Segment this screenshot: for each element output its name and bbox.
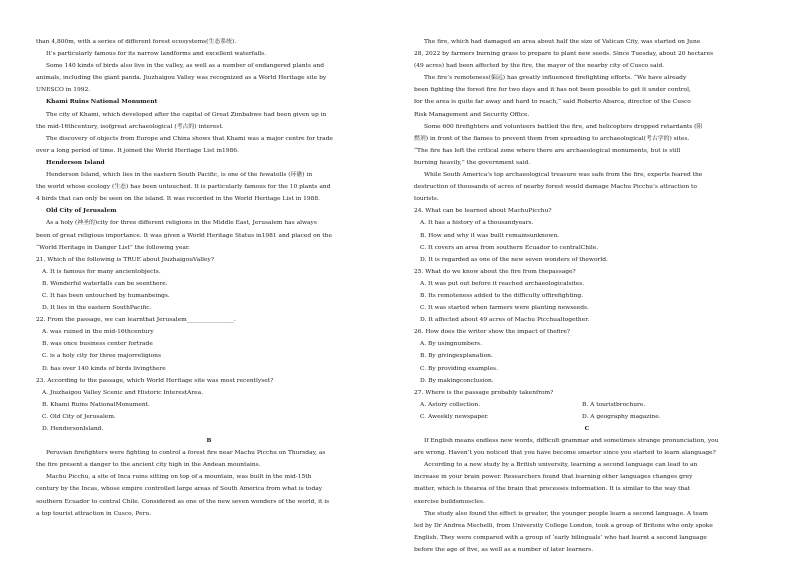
text-line: “The fire has left the critical zone where there are archaeological monuments, but is still (414, 147, 681, 154)
question-21: 21. Which of the following is TRUE about JiuzhaigouValley? (36, 256, 215, 263)
text-line: UNESCO in 1992. (36, 87, 91, 94)
text-line: are wrong. Haven’t you noticed that you have become smarter since you started to learn alanguage? (414, 450, 716, 457)
option: B. Its remoteness added to the difficulty offirefighting. (420, 292, 584, 299)
option: B. How and why it was built remainsunknown. (420, 232, 560, 239)
text-line: over a long period of time. It joined the World Heritage List in1986. (36, 147, 239, 154)
text-line: the mid-16thcentury, isofgreat archaeological (考古的) interest. (36, 123, 224, 130)
text-line: Risk Management and Security Office. (414, 111, 530, 118)
option: B. Wonderful waterfalls can be seenthere. (42, 280, 168, 287)
text-line: (49 acres) had been affected by the fire, the mayor of the nearby city of Cusco said. (414, 63, 665, 70)
text-line: for the area is quite far away and hard to reach,” said Roberto Abarca, director of the Cusco (414, 99, 691, 106)
question-26: 26. How does the writer show the impact of thefire? (414, 329, 571, 336)
text-line: tourists. (414, 196, 439, 203)
option: D. has over 140 kinds of birds livingthere (42, 365, 166, 372)
text-line: As a holy (神圣的)city for three different religions in the Middle East, Jerusalem has always (46, 220, 317, 227)
text-line: a top tourist attraction in Cusco, Peru. (36, 510, 152, 517)
question-23: 23. According to the passage, which World Heritage site was most recentlyset? (36, 377, 274, 384)
text-line: increase in your brain power. Researchers found that learning other languages changes grey (414, 474, 693, 481)
text-line: been of great religious importance. It was given a World Heritage Status in1981 and placed on the (36, 232, 332, 239)
option: D. It lies in the eastern SouthPacific. (42, 305, 152, 312)
option: A. It was put out before it reached archaeologicalsites. (420, 280, 585, 287)
option: A. By usingnumbers. (420, 341, 482, 348)
text-line: English. They were compared with a group of ‘early bilinguals’ who had learnt a second language (414, 534, 707, 541)
text-line: led by Dr Andrea Mechelli, from University College London, took a group of Britons who only spoke (414, 522, 713, 529)
text-line: exercise buildsmuscles. (414, 498, 485, 505)
text-line: destruction of thousands of acres of nearby forest would damage Machu Picchu’s attraction to (414, 184, 697, 191)
text-line: “World Heritage in Danger List” the following year. (36, 244, 190, 251)
option: B. Khami Ruins NationalMonument. (42, 401, 150, 408)
option: A. Astory collection. (420, 401, 481, 408)
option: B. was once business center fortrade (42, 341, 153, 348)
heading-henderson: Henderson Island (46, 158, 105, 166)
q27-options-row (414, 399, 760, 411)
option: A. It is famous for many ancientobjects. (42, 268, 161, 275)
text-line: Henderson Island, which lies in the eastern South Pacific, is one of the fewatolls (环礁) in (46, 172, 313, 179)
text-line: While South America’s top archaeological treasure was safe from the fire, experts feared the (424, 172, 703, 179)
option: D. By makingconclusion. (420, 377, 494, 384)
option: C. Old City of Jerusalem. (42, 413, 116, 420)
text-line: It’s particularly famous for its narrow landforms and excellent waterfalls. (46, 51, 267, 58)
text-line: southern Ecuador to central Chile. Considered as one of the new seven wonders of the world, it is (36, 498, 330, 505)
option: D. HendersonIsland. (42, 426, 104, 432)
section-c-heading: C (584, 425, 590, 432)
question-24: 24. What can be learned about MachuPicchu? (414, 208, 552, 215)
option: D. A geography magazine. (582, 413, 661, 420)
option: D. It affected about 49 acres of Machu Picchualtogether. (420, 317, 590, 324)
right-column (414, 36, 760, 556)
text-line: matter, which is thearea of the brain that processes information. It is similar to the way that (414, 486, 691, 493)
text-line: been fighting the forest fire for two days and it has not been possible to get it under control, (414, 87, 691, 94)
text-line: Some 600 firefighters and volunteers battled the fire, and helicopters dropped retardants (阻 (424, 123, 703, 130)
q27-options-row (414, 411, 760, 423)
text-line: animals, including the giant panda. Jiuzhaigou Valley was recognized as a World Heritage site by (36, 75, 327, 82)
option: C. It covers an area from southern Ecuador to centralChile. (420, 244, 599, 251)
text-line: Machu Picchu, a site of Inca ruins sitting on top of a mountain, was built in the mid-15th (46, 474, 312, 481)
text-line: 4 birds that can only be seen on the island. It was recorded in the World Heritage List in 1988. (36, 196, 321, 203)
text-line: The discovery of objects from Europe and China shows that Khami was a major centre for trade (46, 135, 333, 142)
text-line: If English means endless new words, difficult grammar and sometimes strange pronunciation, you (424, 438, 719, 445)
option: C. It has been untouched by humanbeings. (42, 292, 170, 299)
question-27: 27. Where is the passage probably takenfrom? (414, 389, 554, 396)
option: B. A touristbrochure. (582, 401, 646, 408)
text-line: 28, 2022 by farmers burning grass to prepare to plant new seeds. Since Tuesday, about 20 hectares (414, 51, 714, 58)
left-column (36, 36, 382, 520)
text-line: Peruvian firefighters were fighting to control a forest fire near Machu Picchu on Thursday, as (46, 450, 326, 457)
text-line: The fire, which had damaged an area about half the size of Vatican City, was started on June (424, 39, 701, 45)
option: D. It is regarded as one of the new seven wonders of theworld. (420, 256, 608, 263)
text-line: 燃剂) in front of the flames to prevent them from spreading to archaeological(考古学的) sites. (414, 135, 690, 142)
option: C. By providing examples. (420, 365, 498, 372)
heading-jerusalem: Old City of Jerusalem (46, 207, 117, 215)
heading-khami: Khami Ruins National Monument (46, 98, 158, 106)
option: B. By givingexplanation. (420, 353, 493, 360)
text-line: the world whose ecology (生态) has been untouched. It is particularly famous for the 10 plants and (36, 184, 331, 191)
text-line: century by the Incas, whose empire controlled large areas of South America from what is today (36, 486, 323, 493)
question-22: 22. From the passage, we can learnthat Jerusalem________________. (36, 317, 236, 324)
option: C. It was started when farmers were planting newseeds. (420, 305, 589, 312)
text-line: The study also found the effect is greater, the younger people learn a second language. A team (424, 510, 709, 517)
option: A. Jiuzhaigou Valley Scenic and Historic InterestArea. (42, 389, 204, 396)
text-line: The fire’s remoteness(偏远) has greatly influenced firefighting efforts. “We have already (424, 75, 687, 82)
option: C. is a holy city for three majorreligions (42, 353, 161, 360)
option: A. was ruined in the mid-16thcentury (42, 329, 154, 336)
text-line: Some 140 kinds of birds also live in the valley, as well as a number of endangered plants and (46, 63, 324, 70)
text-line: The city of Khami, which developed after the capital of Great Zimbabwe had been given up in (46, 111, 327, 118)
text-line: the fire present a danger to the ancient city high in the Andean mountains. (36, 462, 261, 469)
option: A. It has a history of a thousandyears. (420, 220, 534, 227)
text-line: burning heavily,” the government said. (414, 159, 531, 166)
option: C. Aweekly newspaper. (420, 413, 489, 420)
text-line: than 4,800m, with a series of different forest ecosystems(生态系统). (36, 39, 237, 45)
section-b-heading: B (206, 437, 212, 445)
question-25: 25. What do we know about the fire from thepassage? (414, 268, 576, 275)
text-line: According to a new study by a British university, learning a second language can lead to an (424, 462, 698, 469)
text-line: before the age of five, as well as a number of later learners. (414, 546, 594, 553)
